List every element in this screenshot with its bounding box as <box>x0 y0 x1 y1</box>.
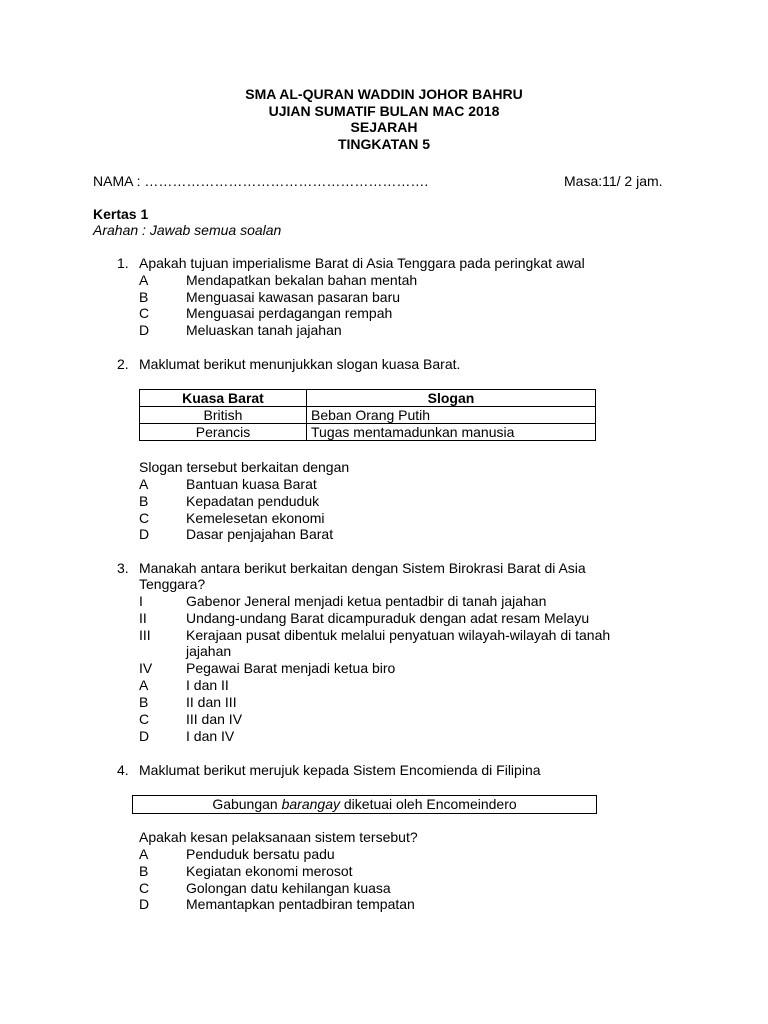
question-stem: Slogan tersebut berkaitan dengan <box>139 459 350 475</box>
statement-text: Undang-undang Barat dicampuraduk dengan adat resam Melayu <box>186 610 590 626</box>
option-letter: C <box>139 305 150 321</box>
info-box-italic: barangay <box>281 796 340 812</box>
option-letter: A <box>139 846 149 862</box>
option-text: Dasar penjajahan Barat <box>186 526 334 542</box>
option-letter: D <box>139 896 150 912</box>
table-row <box>140 424 596 441</box>
option-text: Meluaskan tanah jajahan <box>186 322 342 338</box>
option-letter: B <box>139 863 149 879</box>
option-text: Mendapatkan bekalan bahan mentah <box>186 272 418 288</box>
question-number: 3. <box>117 560 129 576</box>
name-field: NAMA : ……………………………………………………. <box>93 173 429 189</box>
school-name: SMA AL-QURAN WADDIN JOHOR BAHRU <box>245 86 523 102</box>
table-cell: Perancis <box>140 424 307 441</box>
option-text: Penduduk bersatu padu <box>186 846 335 862</box>
option-letter: D <box>139 728 150 744</box>
subject-title: SEJARAH <box>350 119 418 135</box>
question-number: 4. <box>117 762 129 778</box>
option-text: Golongan datu kehilangan kuasa <box>186 880 391 896</box>
statement-numeral: III <box>139 627 151 643</box>
statement-numeral: II <box>139 610 147 626</box>
statement-numeral: IV <box>139 660 153 676</box>
option-letter: B <box>139 694 149 710</box>
info-box-text: Gabungan <box>212 796 282 812</box>
info-box <box>132 795 597 814</box>
slogan-table <box>139 389 596 441</box>
table-cell: Tugas mentamadunkan manusia <box>307 424 596 441</box>
question-number: 1. <box>117 255 129 271</box>
option-text: Menguasai perdagangan rempah <box>186 305 393 321</box>
table-row <box>140 407 596 424</box>
table-header: Slogan <box>307 390 596 407</box>
table-header-row <box>140 390 596 407</box>
option-text: Kegiatan ekonomi merosot <box>186 863 353 879</box>
duration-label: Masa:11/ 2 jam. <box>564 173 663 189</box>
statement-text: Pegawai Barat menjadi ketua biro <box>186 660 396 676</box>
statement-numeral: I <box>139 593 143 609</box>
statement-text: Gabenor Jeneral menjadi ketua pentadbir di tanah jajahan <box>186 593 547 609</box>
question-number: 2. <box>117 356 129 372</box>
option-letter: C <box>139 711 150 727</box>
statement-text: Kerajaan pusat dibentuk melalui penyatuan wilayah-wilayah di tanah <box>186 627 611 643</box>
option-text: Kemelesetan ekonomi <box>186 510 325 526</box>
table-cell: Beban Orang Putih <box>307 407 596 424</box>
question-text: Apakah tujuan imperialisme Barat di Asia Tenggara pada peringkat awal <box>139 255 585 271</box>
option-text: Memantapkan pentadbiran tempatan <box>186 896 415 912</box>
question-text: Tenggara? <box>139 576 206 592</box>
table-header: Kuasa Barat <box>140 390 307 407</box>
option-letter: D <box>139 322 150 338</box>
instructions: Arahan : Jawab semua soalan <box>93 222 282 238</box>
table-cell: British <box>140 407 307 424</box>
option-text: Kepadatan penduduk <box>186 493 320 509</box>
option-letter: B <box>139 289 149 305</box>
option-text: Menguasai kawasan pasaran baru <box>186 289 401 305</box>
option-letter: C <box>139 880 150 896</box>
form-title: TINGKATAN 5 <box>337 135 431 152</box>
option-letter: C <box>139 510 150 526</box>
option-letter: A <box>139 476 149 492</box>
option-text: III dan IV <box>186 711 243 727</box>
option-letter: B <box>139 493 149 509</box>
exam-header <box>0 86 768 152</box>
exam-title: UJIAN SUMATIF BULAN MAC 2018 <box>268 102 500 119</box>
question-text: Manakah antara berikut berkaitan dengan Sistem Birokrasi Barat di Asia <box>139 560 586 576</box>
option-letter: A <box>139 272 149 288</box>
option-letter: A <box>139 677 149 693</box>
option-text: Bantuan kuasa Barat <box>186 476 317 492</box>
question-text: Maklumat berikut menunjukkan slogan kuasa Barat. <box>139 356 461 372</box>
option-text: I dan IV <box>186 728 235 744</box>
statement-text: jajahan <box>186 643 232 659</box>
option-letter: D <box>139 526 150 542</box>
question-stem: Apakah kesan pelaksanaan sistem tersebut? <box>139 829 418 845</box>
option-text: I dan II <box>186 677 229 693</box>
paper-title: Kertas 1 <box>93 206 149 222</box>
option-text: II dan III <box>186 694 237 710</box>
question-text: Maklumat berikut merujuk kepada Sistem Encomienda di Filipina <box>139 762 541 778</box>
info-box-text: diketuai oleh Encomeindero <box>340 796 517 812</box>
